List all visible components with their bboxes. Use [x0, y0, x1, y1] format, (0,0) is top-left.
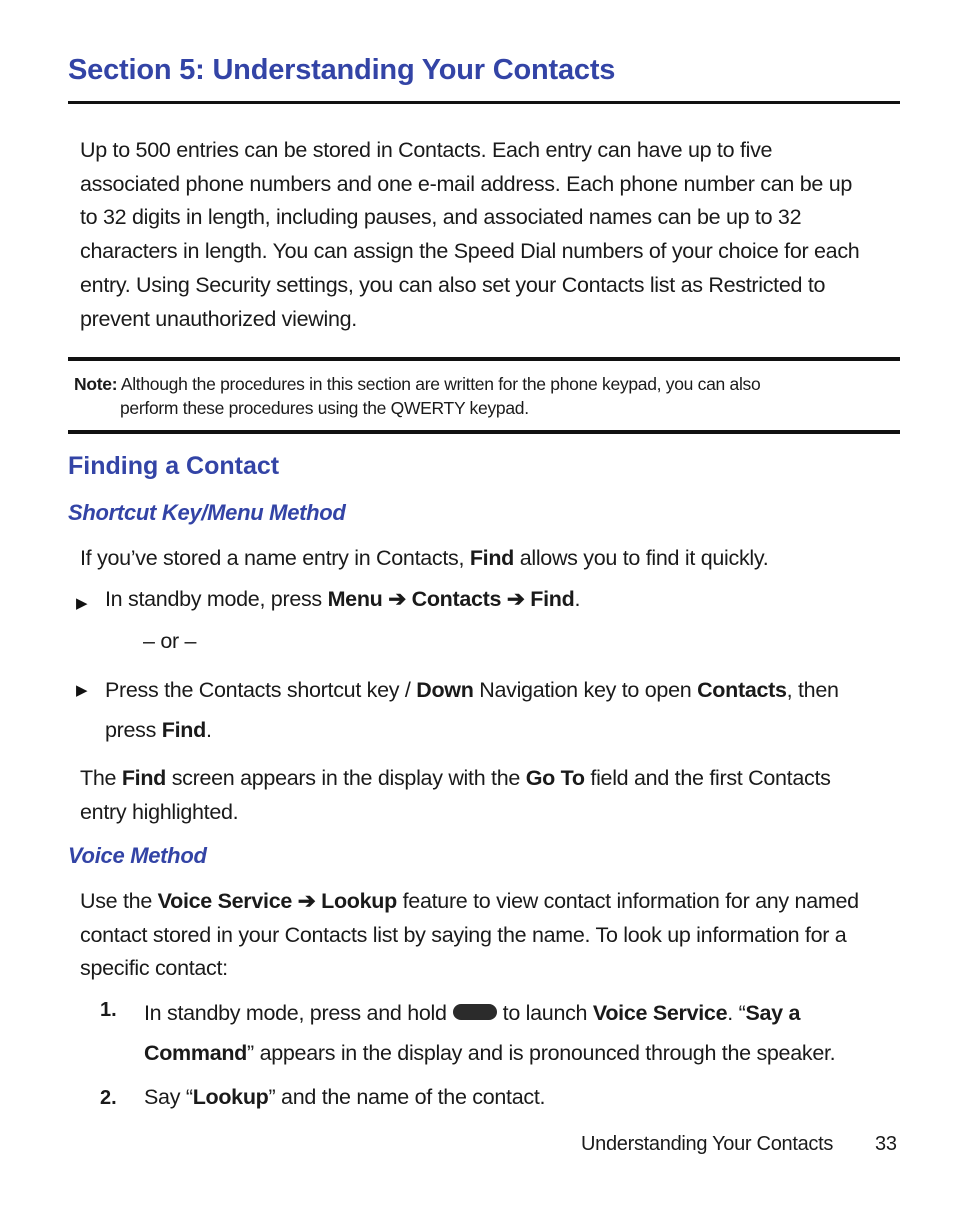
- contacts-keyword: Contacts: [411, 587, 502, 611]
- paragraph-line: entry highlighted.: [80, 799, 239, 824]
- note-box: [74, 373, 904, 420]
- text-span: ” appears in the display and is pronounced through the speaker.: [247, 1041, 836, 1065]
- text-span: In standby mode, press and hold: [144, 1001, 447, 1025]
- page-title: Section 5: Understanding Your Contacts: [68, 54, 616, 86]
- text-span: .: [574, 587, 581, 611]
- note-label: Note:: [74, 374, 118, 394]
- intro-line: to 32 digits in length, including pauses, and associated names can be up to 32: [80, 205, 802, 230]
- down-keyword: Down: [416, 678, 474, 702]
- menu-keyword: Menu: [327, 587, 383, 611]
- text-span: If you’ve stored a name entry in Contacts,: [80, 546, 470, 570]
- find-keyword: Find: [121, 766, 167, 790]
- text-span: Navigation key to open: [473, 678, 698, 702]
- bullet-step-2-line: [105, 670, 839, 710]
- find-screen-paragraph: [80, 762, 905, 829]
- finding-intro: [80, 542, 905, 576]
- text-span: , then: [786, 678, 839, 702]
- text-span: screen appears in the display with the: [166, 766, 526, 790]
- intro-line: prevent unauthorized viewing.: [80, 306, 357, 331]
- arrow-icon: ➔: [297, 889, 316, 913]
- goto-keyword: Go To: [525, 766, 585, 790]
- step-line: [144, 993, 835, 1033]
- text-span: In standby mode, press: [105, 587, 328, 611]
- or-separator: – or –: [143, 629, 197, 653]
- intro-line: Up to 500 entries can be stored in Contacts. Each entry can have up to five: [80, 138, 773, 162]
- page-number: 33: [875, 1133, 897, 1155]
- paragraph-line: [80, 762, 905, 796]
- voice-key-icon: [453, 1004, 497, 1031]
- text-span: to launch: [502, 1001, 593, 1025]
- intro-line: associated phone numbers and one e-mail address. Each phone number can be up: [80, 171, 853, 196]
- voice-service-keyword: Voice Service: [157, 889, 293, 913]
- text-span: field and the first Contacts: [584, 766, 831, 790]
- paragraph-line: contact stored in your Contacts list by saying the name. To look up information for a: [80, 922, 847, 947]
- find-keyword: Find: [530, 587, 575, 611]
- voice-step-1: [144, 993, 835, 1073]
- note-text-1: Although the procedures in this section are written for the phone keypad, you can also: [120, 374, 761, 394]
- text-span: . “: [727, 1001, 746, 1025]
- footer-title: Understanding Your Contacts: [581, 1133, 834, 1155]
- subheading-voice: Voice Method: [68, 843, 207, 868]
- text-span: The: [80, 766, 122, 790]
- intro-line: characters in length. You can assign the Speed Dial numbers of your choice for each: [80, 239, 860, 264]
- note-top-rule: [68, 357, 900, 361]
- subheading-shortcut: Shortcut Key/Menu Method: [68, 500, 346, 525]
- voice-step-2: [144, 1081, 545, 1115]
- text-span: press: [105, 718, 162, 742]
- note-bottom-rule: [68, 430, 900, 434]
- text-span: ” and the name of the contact.: [268, 1085, 546, 1109]
- text-span: Press the Contacts shortcut key /: [105, 678, 417, 702]
- text-span: feature to view contact information for any named: [396, 889, 859, 913]
- title-rule: [68, 101, 900, 104]
- arrow-icon: ➔: [506, 587, 525, 611]
- paragraph-line: [80, 885, 905, 919]
- voice-key-glyph: ▣ ◔: [462, 1019, 481, 1031]
- bullet-arrow-icon: ▶: [76, 682, 88, 699]
- voice-intro: [80, 885, 905, 986]
- lookup-keyword: Lookup: [321, 889, 397, 913]
- section-heading-finding: Finding a Contact: [68, 452, 280, 480]
- arrow-icon: ➔: [388, 587, 406, 611]
- lookup-keyword: Lookup: [192, 1085, 269, 1109]
- find-keyword: Find: [161, 718, 206, 742]
- bullet-step-2-line: [105, 710, 839, 750]
- note-text-2: perform these procedures using the QWERTY keypad.: [120, 397, 529, 418]
- find-keyword: Find: [469, 546, 515, 570]
- step-number-2: 2.: [100, 1087, 117, 1109]
- bullet-arrow-icon: ▶: [76, 595, 88, 612]
- text-span: Say “: [144, 1085, 193, 1109]
- intro-paragraph: [80, 134, 905, 336]
- text-span: allows you to find it quickly.: [514, 546, 769, 570]
- step-line: [144, 1033, 835, 1073]
- contacts-keyword: Contacts: [697, 678, 787, 702]
- say-keyword: Say a: [745, 1001, 801, 1025]
- text-span: Use the: [80, 889, 158, 913]
- step-number-1: 1.: [100, 999, 117, 1021]
- bullet-step-1: [105, 583, 580, 617]
- paragraph-line: specific contact:: [80, 956, 228, 981]
- command-keyword: Command: [144, 1041, 248, 1065]
- text-span: .: [205, 718, 212, 742]
- bullet-step-2: [105, 670, 839, 750]
- intro-line: entry. Using Security settings, you can also set your Contacts list as Restricted to: [80, 272, 826, 297]
- voice-service-keyword: Voice Service: [592, 1001, 728, 1025]
